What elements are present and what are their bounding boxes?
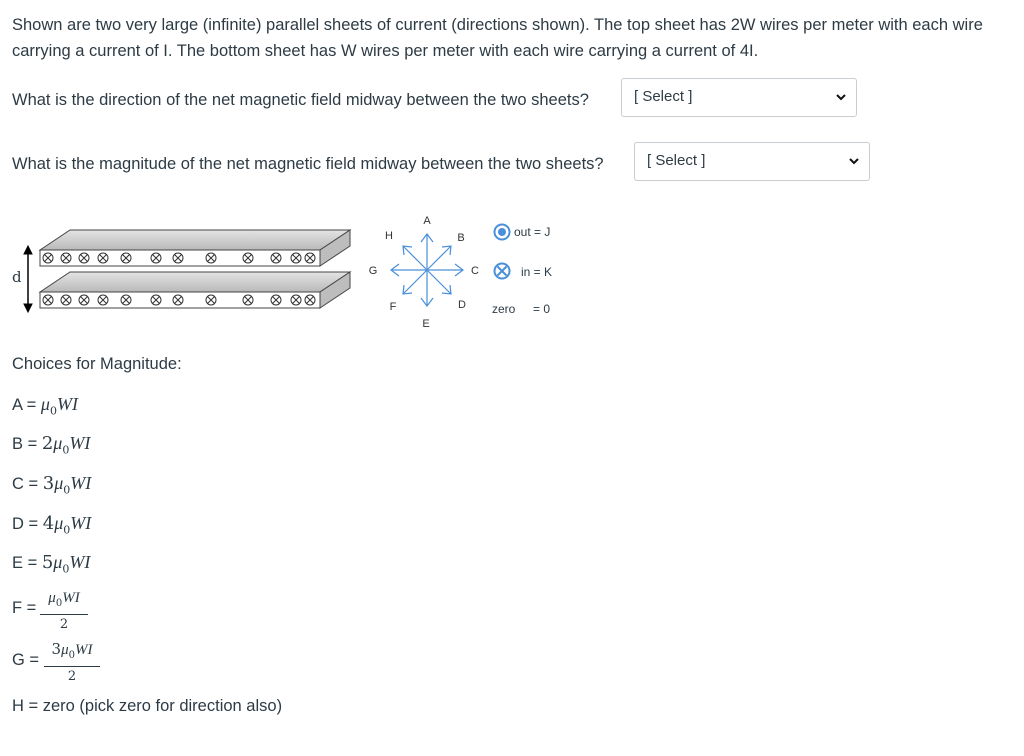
choice-e-expr: $5\mu_0WI$ [41, 552, 91, 576]
choice-g-expr: $3\mu_0WI$ 2 [44, 639, 100, 687]
direction-compass [362, 210, 492, 335]
wire-into-page-icon [291, 253, 301, 263]
wire-into-page-icon [271, 295, 281, 305]
compass-label-d: D [458, 299, 466, 311]
wire-into-page-icon [121, 295, 131, 305]
wire-into-page-icon [43, 253, 53, 263]
compass-label-b: B [457, 232, 465, 244]
choice-h: H = zero (pick zero for direction also) [12, 697, 283, 715]
wire-into-page-icon [291, 295, 301, 305]
intro-line-2: carrying a current of I. The bottom sheet has W wires per meter with each wire carrying a current of 4I. [12, 42, 759, 60]
choices-header: Choices for Magnitude: [12, 355, 182, 373]
choice-a [12, 391, 78, 425]
choice-a-label: A = [12, 396, 37, 414]
current-sheets-figure [8, 222, 353, 318]
choice-b [12, 430, 90, 464]
wire-into-page-icon [305, 253, 315, 263]
choice-d [12, 510, 91, 544]
direction-select-value: [ Select ] [634, 88, 693, 105]
choice-d-label: D = [12, 515, 39, 533]
legend-zero: zero [492, 302, 516, 316]
out-of-page-icon [495, 225, 510, 240]
into-page-icon [495, 264, 510, 279]
compass-label-h: H [385, 230, 393, 242]
choice-b-label: B = [12, 435, 38, 453]
direction-select[interactable] [621, 78, 857, 117]
wire-into-page-icon [98, 295, 108, 305]
wire-into-page-icon [206, 253, 216, 263]
wire-into-page-icon [243, 253, 253, 263]
wire-into-page-icon [173, 295, 183, 305]
question-direction-text: What is the direction of the net magnetic field midway between the two sheets? [12, 91, 589, 109]
choice-e [12, 549, 90, 583]
wire-into-page-icon [271, 253, 281, 263]
choice-f-expr: $\mu_0WI$ 2 [40, 587, 88, 635]
magnitude-select[interactable] [634, 142, 870, 181]
compass-label-f: F [389, 301, 397, 313]
wire-into-page-icon [43, 295, 53, 305]
legend-zero-eq: = 0 [533, 302, 551, 316]
choice-f-label: F = [12, 599, 37, 617]
chevron-down-icon [834, 90, 848, 104]
wire-into-page-icon [173, 253, 183, 263]
wire-into-page-icon [206, 295, 216, 305]
choice-c-label: C = [12, 475, 39, 493]
question-magnitude-text: What is the magnitude of the net magnetic field midway between the two sheets? [12, 155, 604, 173]
choice-e-label: E = [12, 554, 38, 572]
choice-a-expr: $\mu_0WI$ [40, 394, 78, 418]
wire-into-page-icon [151, 295, 161, 305]
gap-arrow-icon [24, 246, 32, 312]
wire-into-page-icon [305, 295, 315, 305]
wire-into-page-icon [98, 253, 108, 263]
wire-into-page-icon [151, 253, 161, 263]
choice-d-expr: $4\mu_0WI$ [42, 513, 92, 537]
choice-c [12, 470, 91, 504]
wire-into-page-icon [79, 253, 89, 263]
compass-label-g: G [368, 265, 378, 277]
gap-label: d [12, 268, 22, 286]
choice-c-expr: $3\mu_0WI$ [42, 473, 92, 497]
wire-into-page-icon [61, 295, 71, 305]
compass-label-c: C [471, 265, 479, 277]
wire-into-page-icon [61, 253, 71, 263]
intro-line-1: Shown are two very large (infinite) parallel sheets of current (directions shown). The top sheet has 2W wires per meter with each wire [12, 16, 983, 34]
choice-g-label: G = [12, 651, 40, 669]
chevron-down-icon [847, 154, 861, 168]
compass-label-e: E [422, 318, 430, 330]
choice-b-expr: $2\mu_0WI$ [41, 433, 91, 457]
legend-in: in = K [521, 265, 553, 279]
wire-into-page-icon [121, 253, 131, 263]
wire-into-page-icon [243, 295, 253, 305]
magnitude-select-value: [ Select ] [647, 152, 706, 169]
legend-out: out = J [514, 225, 551, 239]
wire-into-page-icon [79, 295, 89, 305]
compass-label-a: A [423, 215, 431, 227]
